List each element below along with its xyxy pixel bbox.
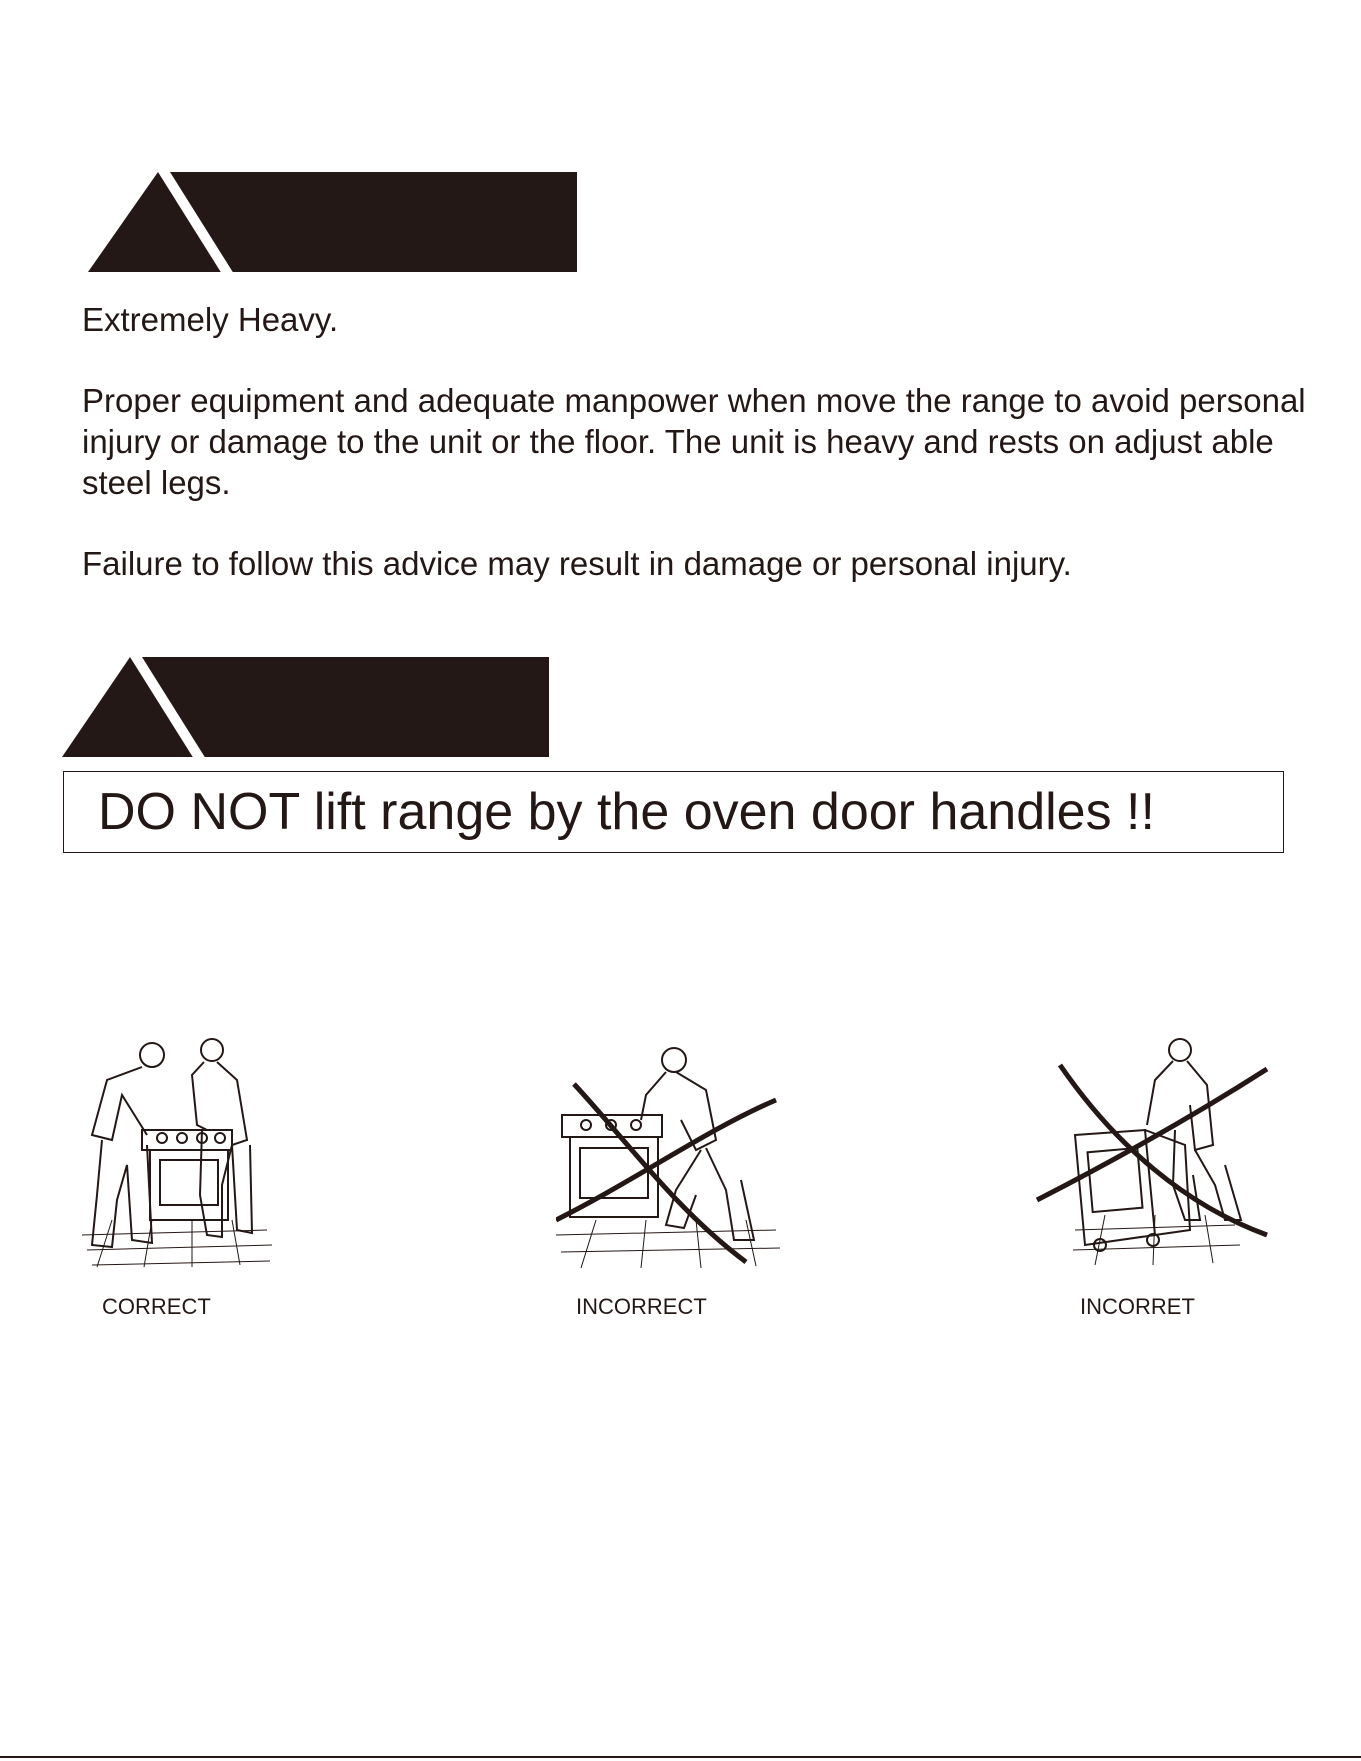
caption-incorret: INCORRET xyxy=(1080,1294,1195,1319)
caption-correct: CORRECT xyxy=(102,1294,211,1319)
warning-triangle-icon xyxy=(62,657,552,759)
warning-banner-2 xyxy=(62,657,552,759)
figure-incorrect-pull xyxy=(1035,1035,1271,1271)
person-pulling-range-by-handle-crossed-out-illustration xyxy=(1035,1035,1271,1271)
door-handle-notice xyxy=(63,771,1284,853)
failure-warning-text: Failure to follow this advice may result in damage or personal injury. xyxy=(82,545,1072,582)
two-people-lifting-range-illustration xyxy=(82,1035,272,1270)
equipment-instruction-text: Proper equipment and adequate manpower when move the range to avoid personal injury or damage to the unit or the floor. The unit is heavy and rests on adjust able steel legs. xyxy=(82,382,1306,501)
door-handle-notice-text: DO NOT lift range by the oven door handles !! xyxy=(98,783,1155,841)
warning-triangle-icon xyxy=(88,172,578,274)
figure-correct xyxy=(82,1035,272,1270)
figure-incorrect-push xyxy=(556,1040,782,1270)
footer-rule xyxy=(0,1756,1361,1758)
caption-incorrect: INCORRECT xyxy=(576,1294,707,1319)
person-pushing-range-crossed-out-illustration xyxy=(556,1040,782,1270)
warning-banner-1 xyxy=(88,172,578,274)
heavy-warning-heading: Extremely Heavy. xyxy=(82,301,339,338)
